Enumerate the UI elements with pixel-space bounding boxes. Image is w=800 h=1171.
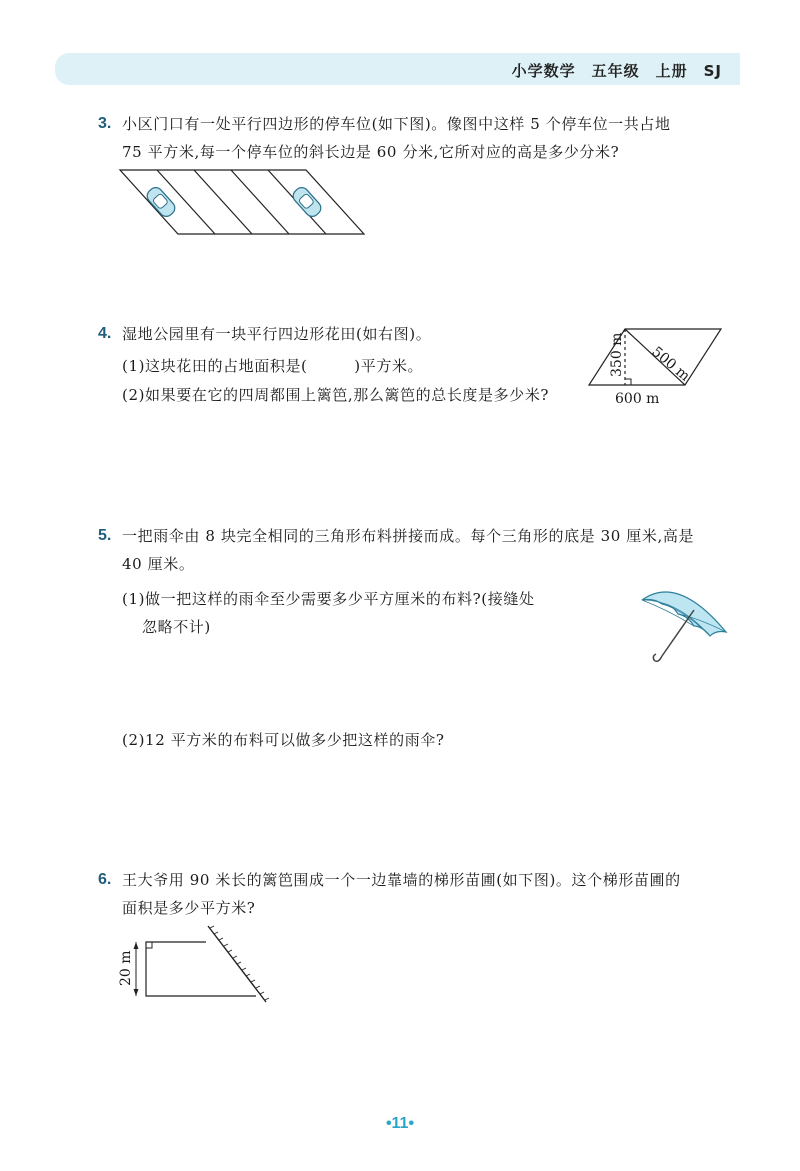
car-icon [290, 185, 323, 219]
parking-lot-figure [118, 168, 368, 236]
question-6-number: 6. [98, 871, 112, 888]
question-5-part-1: (1)做一把这样的雨伞至少需要多少平方厘米的布料?(接缝处 [122, 590, 535, 608]
trapezoid-garden-figure [118, 922, 278, 1007]
right-angle-mark [625, 379, 631, 385]
question-5-line-2: 40 厘米。 [122, 555, 195, 573]
page-number: •11• [385, 1115, 415, 1132]
base-label: 600 m [615, 391, 660, 407]
question-5-number: 5. [98, 527, 112, 544]
question-6-line-2: 面积是多少平方米? [122, 899, 256, 917]
question-5-line-1: 一把雨伞由 8 块完全相同的三角形布料拼接而成。每个三角形的底是 30 厘米,高是 [122, 527, 695, 545]
question-4-line-1: 湿地公园里有一块平行四边形花田(如右图)。 [122, 325, 432, 343]
height-label: 350 m [609, 332, 625, 377]
question-6-line-1: 王大爷用 90 米长的篱笆围成一个一边靠墙的梯形苗圃(如下图)。这个梯形苗圃的 [122, 871, 681, 889]
trapezoid-fence [146, 942, 256, 996]
header-subject: 小学数学 [511, 62, 576, 80]
question-3-number: 3. [98, 115, 112, 132]
question-3-line-1: 小区门口有一处平行四边形的停车位(如下图)。像图中这样 5 个停车位一共占地 [122, 115, 671, 133]
question-5-part-1-cont: 忽略不计) [142, 618, 211, 636]
header [496, 60, 722, 81]
question-4-part-1: (1)这块花田的占地面积是( )平方米。 [122, 357, 424, 375]
question-3-line-2: 75 平方米,每一个停车位的斜长边是 60 分米,它所对应的高是多少分米? [122, 143, 620, 161]
flower-field-figure [585, 325, 725, 410]
parking-divider [231, 170, 289, 234]
right-angle-mark [146, 942, 152, 948]
question-4-number: 4. [98, 325, 112, 342]
umbrella-icon [638, 580, 733, 670]
slant-label: 500 m [648, 343, 693, 385]
height-label: 20 m [118, 950, 134, 986]
wall-hatching [210, 926, 269, 1000]
header-grade: 五年级 [591, 62, 640, 80]
header-edition: SJ [703, 62, 722, 80]
header-volume: 上册 [655, 62, 688, 80]
question-5-part-2: (2)12 平方米的布料可以做多少把这样的雨伞? [122, 731, 445, 749]
parking-divider [194, 170, 252, 234]
question-4-part-2: (2)如果要在它的四周都围上篱笆,那么篱笆的总长度是多少米? [122, 386, 550, 404]
